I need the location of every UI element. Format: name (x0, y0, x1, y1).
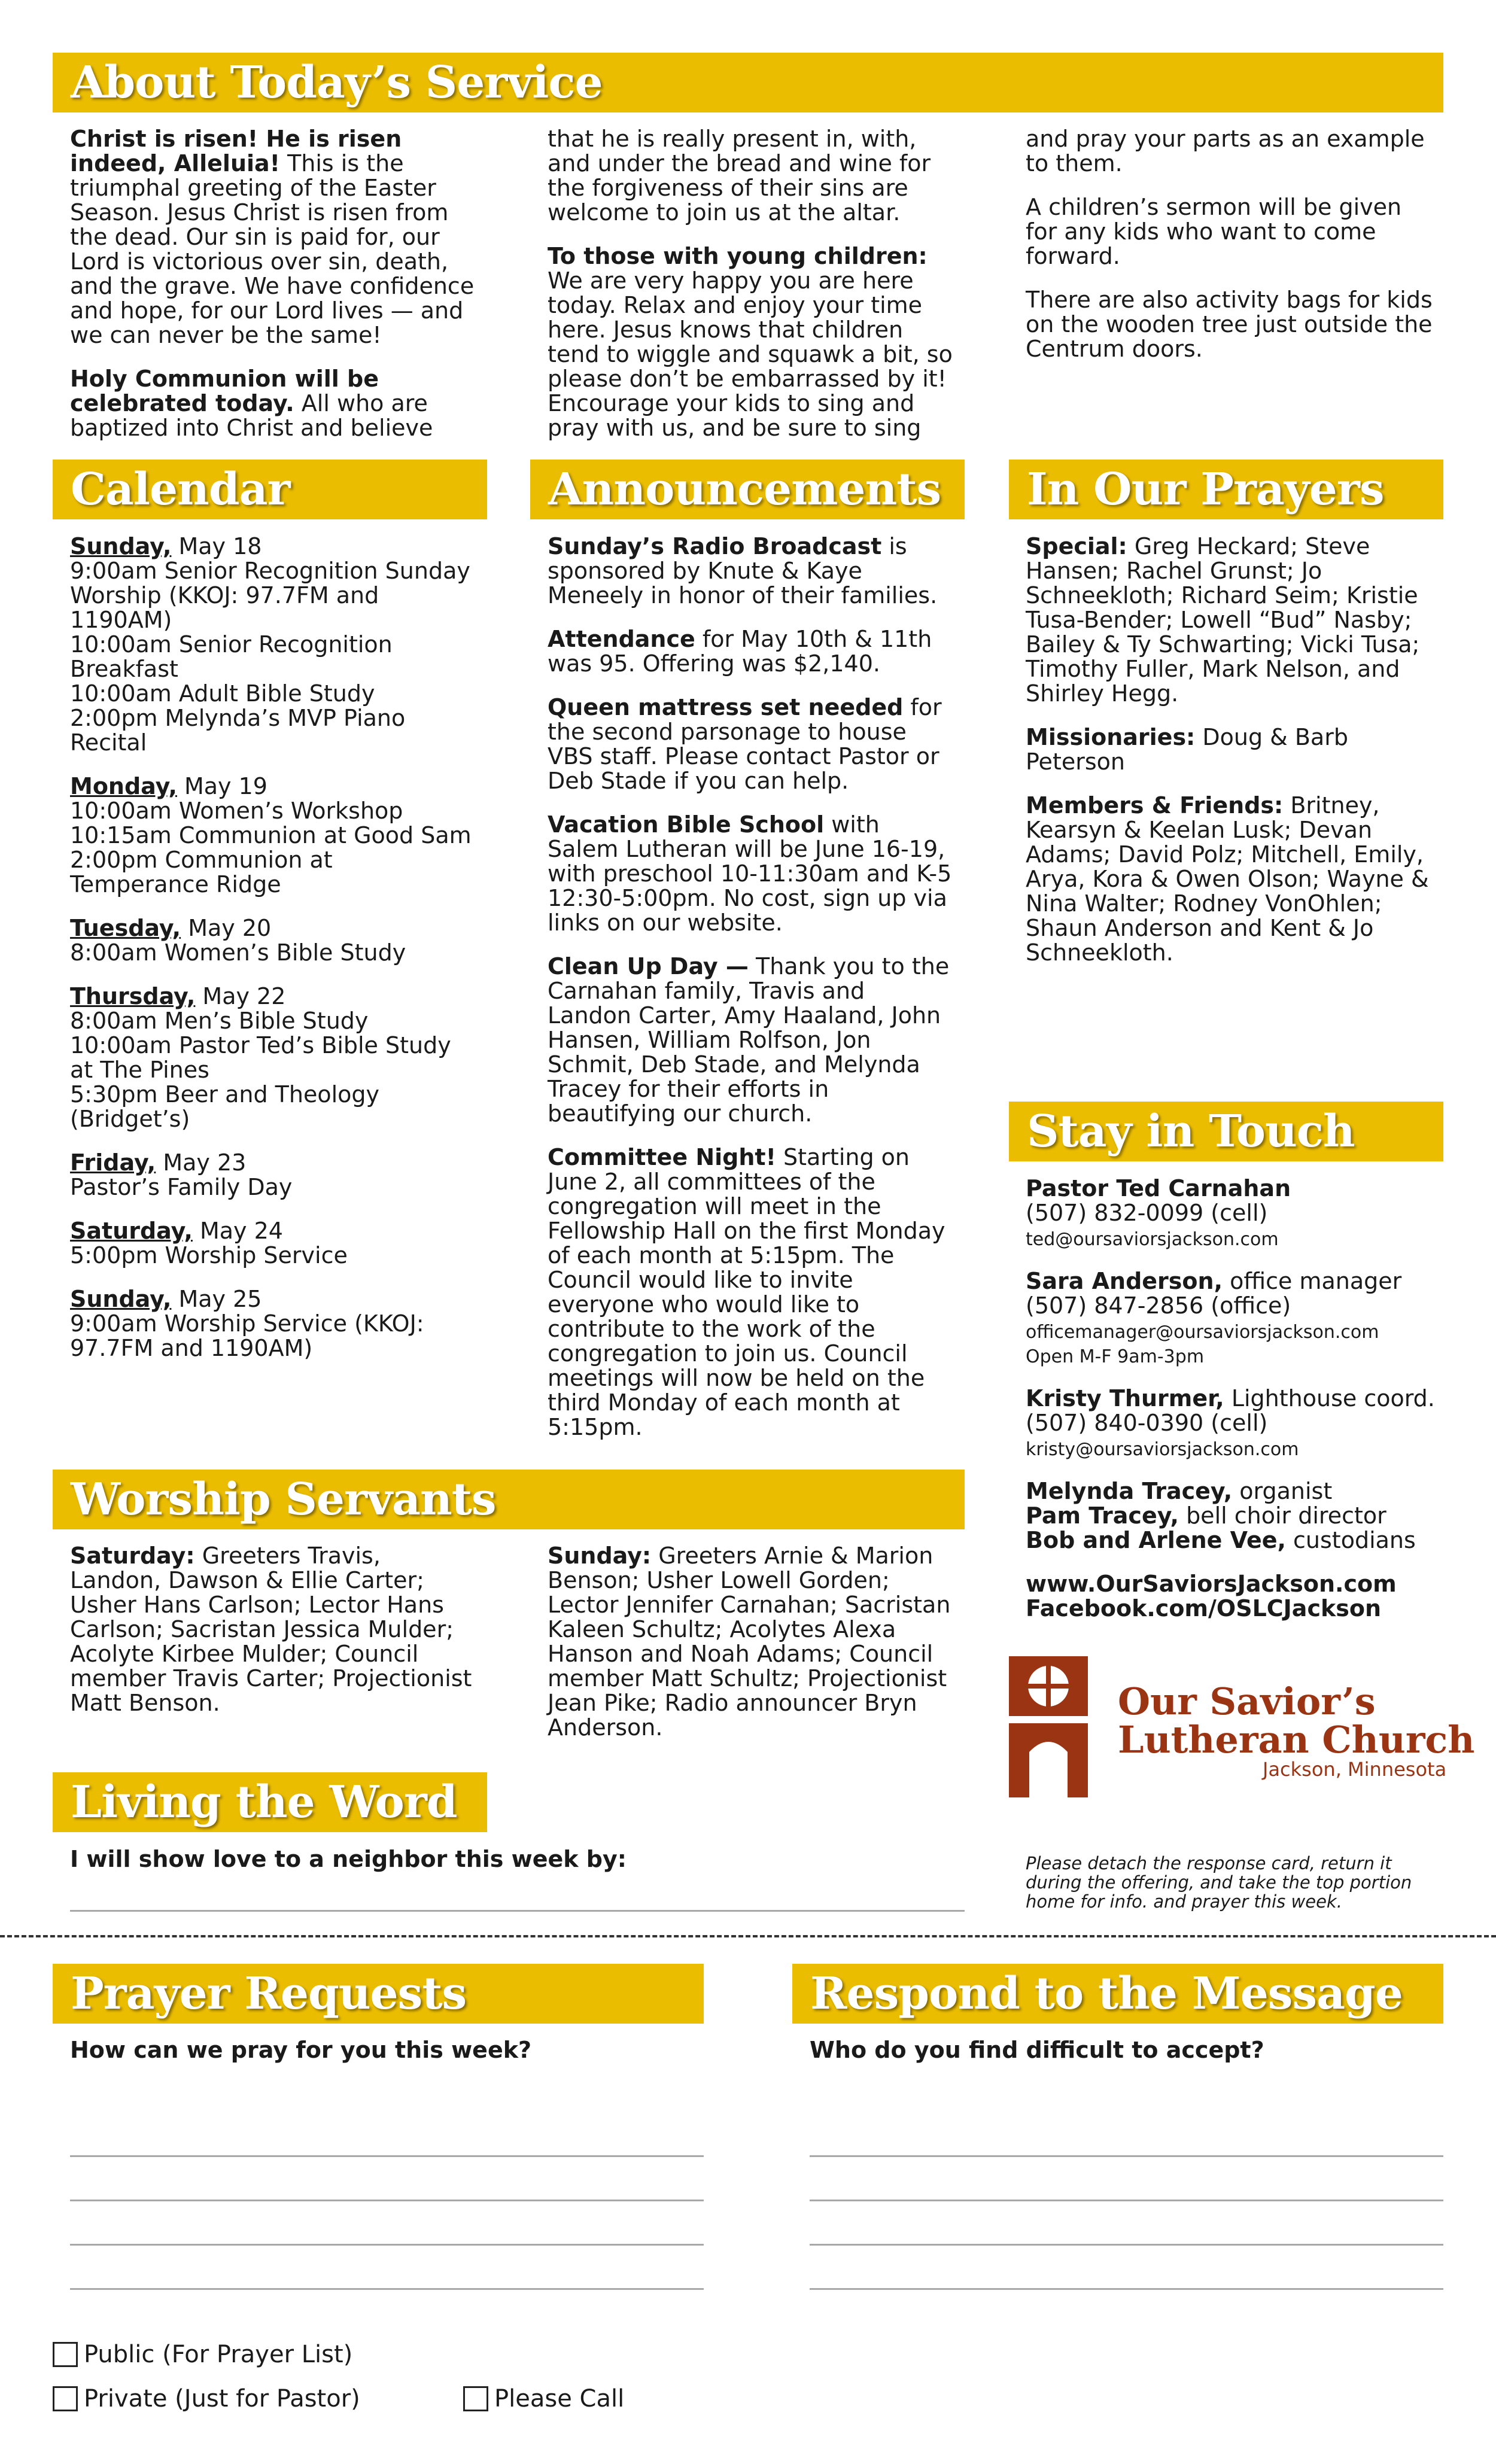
announcement-item-heading: Queen mattress set needed (548, 694, 904, 720)
about-title: About Today’s Service (71, 57, 603, 108)
public-option[interactable] (53, 2341, 352, 2368)
custodian-name: Bob and Arlene Vee, (1026, 1527, 1286, 1553)
public-checkbox[interactable] (53, 2342, 78, 2367)
about-p1-bold: Christ is risen! He is risen indeed, Alleluia! (70, 126, 402, 177)
calendar-day (70, 534, 477, 755)
calendar-day-date: May 20 (181, 915, 272, 941)
calendar-event: 8:00am Women’s Bible Study (70, 939, 406, 966)
sunday-label: Sunday: (548, 1543, 652, 1569)
living-prompt: I will show love to a neighbor this week by: (70, 1846, 627, 1872)
office-email: officemanager@oursaviorsjackson.com (1026, 1322, 1379, 1343)
office-hours: Open M-F 9am-3pm (1026, 1346, 1205, 1367)
prayers-title: In Our Prayers (1027, 464, 1384, 515)
calendar-event: 10:00am Pastor Ted’s Bible Study at The Pines (70, 1032, 451, 1083)
servants-banner (53, 1470, 965, 1529)
calendar-event: 2:00pm Communion at Temperance Ridge (70, 847, 333, 898)
prayer-line-3[interactable] (70, 2244, 704, 2246)
servants-sunday (548, 1544, 954, 1759)
organist-role: organist (1232, 1478, 1333, 1504)
about-col-3 (1026, 127, 1433, 381)
saturday-text: Greeters Travis, Landon, Dawson & Ellie Carter; Usher Hans Carlson; Lector Hans Carlson; Sacristan Jessica Mulder; Acolyte Kirbee Mulder; Council member Travis Carter; Projectionist Matt Benson. (70, 1543, 472, 1716)
bell-name: Pam Tracey, (1026, 1502, 1179, 1529)
announcement-item (548, 813, 954, 935)
prayer-item-heading: Missionaries: (1026, 724, 1196, 750)
church-location: Jackson, Minnesota (1263, 1758, 1447, 1781)
servants-title: Worship Servants (71, 1474, 496, 1525)
lighthouse-role: Lighthouse coord. (1224, 1385, 1435, 1412)
calendar-day-name: Sunday, (70, 1286, 172, 1312)
respond-title: Respond to the Message (810, 1968, 1403, 2019)
prayer-item-text: Greg Heckard; Steve Hansen; Rachel Grunst; Jo Schneekloth; Richard Seim; Kristie Tusa-Bender; Lowell “Bud” Nasby; Bailey & Ty Schwarting; Vicki Tusa; Timothy Fuller, Mark Nelson, and Shirley Hegg. (1026, 533, 1420, 707)
saturday-label: Saturday: (70, 1543, 195, 1569)
announcement-item-text: Starting on June 2, all committees of the congregation will meet in the Fellowship Hall on the first Monday of each month at 5:15pm. The Council would like to invite everyone who would like to contribute to the work of the congregation to join us. Council meetings will now be held on the third Monday of each month at 5:15pm. (548, 1144, 945, 1440)
respond-line-3[interactable] (810, 2244, 1443, 2246)
about-p7: There are also activity bags for kids on the wooden tree just outside the Centrum doors. (1026, 287, 1433, 362)
lighthouse-email: kristy@oursaviorsjackson.com (1026, 1439, 1299, 1460)
please-call-checkbox[interactable] (463, 2386, 488, 2411)
prayer-item-text: Britney, Kearsyn & Keelan Lusk; Devan Adams; David Polz; Mitchell, Emily, Arya, Kora & Owen Olson; Wayne & Nina Walter; Rodney VonOhlen; Shaun Anderson and Kent & Jo Schneekloth. (1026, 792, 1429, 966)
about-p4-bold: To those with young children: (548, 243, 928, 269)
private-label: Private (Just for Pastor) (84, 2385, 360, 2413)
calendar-event: 10:00am Senior Recognition Breakfast (70, 631, 393, 682)
prayer-item (1026, 725, 1433, 774)
prayer-item (1026, 534, 1433, 706)
pastor-email: ted@oursaviorsjackson.com (1026, 1229, 1279, 1250)
calendar-list (70, 534, 477, 1380)
about-p5: and pray your parts as an example to them. (1026, 126, 1425, 177)
office-name: Sara Anderson, (1026, 1268, 1223, 1294)
prayers-list (1026, 534, 1433, 984)
announcement-item (548, 627, 954, 676)
church-logo-icon (1009, 1656, 1088, 1797)
calendar-banner (53, 460, 487, 519)
respond-line-2[interactable] (810, 2200, 1443, 2201)
calendar-day-date: May 23 (156, 1149, 247, 1176)
announcement-item-heading: Sunday’s Radio Broadcast (548, 533, 882, 559)
calendar-day (70, 774, 477, 897)
calendar-event: 10:15am Communion at Good Sam (70, 822, 472, 848)
office-role: office manager (1223, 1268, 1402, 1294)
detach-note: Please detach the response card, return it during the offering, and take the top portion home for info. and prayer this week. (1026, 1853, 1412, 1912)
office-phone: (507) 847-2856 (office) (1026, 1292, 1291, 1319)
announcement-item-text: is sponsored by Knute & Kaye Meneely in honor of their families. (548, 533, 938, 609)
announcement-item-text: with Salem Lutheran will be June 16-19, with preschool 10-11:30am and K-5 12:30-5:00pm. No cost, sign up via links on our website. (548, 811, 952, 936)
prayer-requests-prompt: How can we pray for you this week? (70, 2037, 532, 2063)
calendar-event: Pastor’s Family Day (70, 1174, 293, 1200)
calendar-event: 5:30pm Beer and Theology (Bridget’s) (70, 1081, 379, 1132)
bell-role: bell choir director (1178, 1502, 1386, 1529)
prayer-item-heading: Members & Friends: (1026, 792, 1284, 819)
sunday-text: Greeters Arnie & Marion Benson; Usher Lowell Gorden; Lector Jennifer Carnahan; Sacristan Kaleen Schultz; Acolytes Alexa Hanson and Noah Adams; Council member Matt Schultz; Projectionist Jean Pike; Radio announcer Bryn Anderson. (548, 1543, 951, 1741)
living-banner (53, 1772, 487, 1832)
pastor-phone: (507) 832-0099 (cell) (1026, 1200, 1268, 1226)
organist-name: Melynda Tracey, (1026, 1478, 1233, 1504)
calendar-day-name: Saturday, (70, 1218, 193, 1244)
pastor-name: Pastor Ted Carnahan (1026, 1175, 1291, 1201)
announcement-item (548, 954, 954, 1126)
announcement-item (548, 695, 954, 793)
announcements-list (548, 534, 954, 1459)
calendar-day-date: May 22 (195, 983, 286, 1009)
church-name-line1: Our Savior’s (1118, 1680, 1376, 1723)
calendar-day-date: May 19 (177, 773, 267, 799)
facebook-link[interactable]: Facebook.com/OSLCJackson (1026, 1595, 1382, 1622)
respond-banner (792, 1964, 1443, 2024)
calendar-day-name: Monday, (70, 773, 177, 799)
lighthouse-phone: (507) 840-0390 (cell) (1026, 1410, 1268, 1436)
announcement-item-text: Thank you to the Carnahan family, Travis and Landon Carter, Amy Haaland, John Hansen, William Rolfson, Jon Schmit, Deb Stade, and Melynda Tracey for their efforts in beautifying our church. (548, 953, 950, 1127)
calendar-day-name: Tuesday, (70, 915, 181, 941)
calendar-event: 10:00am Adult Bible Study (70, 680, 375, 707)
stay-contacts (1026, 1176, 1445, 1640)
calendar-event: 5:00pm Worship Service (70, 1242, 348, 1268)
calendar-day-date: May 18 (171, 533, 262, 559)
about-p1: This is the triumphal greeting of the Easter Season. Jesus Christ is risen from the dead. Our sin is paid for, our Lord is victorious over sin, death, and the grave. We have confidence and hope, for our Lord lives — and we can never be the same! (70, 150, 475, 348)
calendar-day (70, 1151, 477, 1200)
stay-title: Stay in Touch (1027, 1106, 1355, 1157)
calendar-event: 9:00am Senior Recognition Sunday Worship (KKOJ: 97.7FM and 1190AM) (70, 558, 470, 633)
prayer-item (1026, 793, 1433, 965)
announcement-item (548, 1145, 954, 1440)
announcement-item-heading: Vacation Bible School (548, 811, 825, 838)
announcement-item-heading: Attendance (548, 626, 695, 652)
calendar-day (70, 984, 477, 1131)
about-banner (53, 53, 1443, 112)
announcements-banner (530, 460, 965, 519)
announcements-title: Announcements (548, 464, 941, 515)
about-p3: that he is really present in, with, and under the bread and wine for the forgiveness of their sins are welcome to join us at the altar. (548, 126, 931, 226)
living-title: Living the Word (71, 1776, 457, 1828)
prayer-line-4[interactable] (70, 2288, 704, 2290)
announcement-item (548, 534, 954, 608)
calendar-event: 8:00am Men’s Bible Study (70, 1008, 369, 1034)
about-p2-bold: Holy Communion will be celebrated today. (70, 366, 379, 416)
announcement-item-heading: Clean Up Day — (548, 953, 749, 979)
calendar-day-date: May 24 (192, 1218, 283, 1244)
about-col-2 (548, 127, 954, 460)
calendar-event: 10:00am Women’s Workshop (70, 798, 403, 824)
prayer-item-text: Doug & Barb Peterson (1026, 724, 1348, 775)
living-answer-line[interactable] (70, 1910, 965, 1912)
about-p2: All who are baptized into Christ and believe (70, 390, 433, 441)
please-call-option[interactable] (463, 2385, 624, 2413)
private-option[interactable] (53, 2385, 360, 2413)
church-name-line2: Lutheran Church (1118, 1718, 1475, 1762)
prayer-requests-banner (53, 1964, 704, 2024)
calendar-day-name: Thursday, (70, 983, 196, 1009)
about-p4: We are very happy you are here today. Relax and enjoy your time here. Jesus knows that children tend to wiggle and squawk a bit, so please don’t be embarrassed by it! Encourage your kids to sing and pray with us, and be sure to sing (548, 267, 953, 441)
announcement-item-text: for the second parsonage to house VBS staff. Please contact Pastor or Deb Stade if you can help. (548, 694, 942, 794)
prayer-item-heading: Special: (1026, 533, 1127, 559)
about-p6: A children’s sermon will be given for any kids who want to come forward. (1026, 194, 1402, 269)
website-link[interactable]: www.OurSaviorsJackson.com (1026, 1571, 1397, 1597)
calendar-day-name: Friday, (70, 1149, 156, 1176)
calendar-event: 2:00pm Melynda’s MVP Piano Recital (70, 705, 406, 756)
respond-prompt: Who do you find difficult to accept? (810, 2037, 1264, 2063)
cut-line (0, 1935, 1496, 1937)
public-label: Public (For Prayer List) (84, 2341, 353, 2368)
calendar-title: Calendar (71, 464, 290, 515)
announcement-item-text: for May 10th & 11th was 95. Offering was $2,140. (548, 626, 932, 677)
please-call-label: Please Call (494, 2385, 625, 2413)
respond-line-4[interactable] (810, 2288, 1443, 2290)
calendar-day-name: Sunday, (70, 533, 172, 559)
custodian-role: custodians (1285, 1527, 1416, 1553)
about-col-1 (70, 127, 477, 460)
calendar-day (70, 916, 477, 965)
servants-saturday (70, 1544, 477, 1735)
calendar-day-date: May 25 (171, 1286, 262, 1312)
calendar-day (70, 1287, 477, 1361)
calendar-event: 9:00am Worship Service (KKOJ: 97.7FM and 1190AM) (70, 1310, 424, 1361)
lighthouse-name: Kristy Thurmer, (1026, 1385, 1224, 1412)
respond-line-1[interactable] (810, 2155, 1443, 2157)
prayer-requests-title: Prayer Requests (71, 1968, 467, 2019)
prayers-banner (1009, 460, 1443, 519)
prayer-line-2[interactable] (70, 2200, 704, 2201)
announcement-item-heading: Committee Night! (548, 1144, 776, 1170)
calendar-day (70, 1219, 477, 1268)
private-checkbox[interactable] (53, 2386, 78, 2411)
stay-banner (1009, 1102, 1443, 1161)
prayer-line-1[interactable] (70, 2155, 704, 2157)
